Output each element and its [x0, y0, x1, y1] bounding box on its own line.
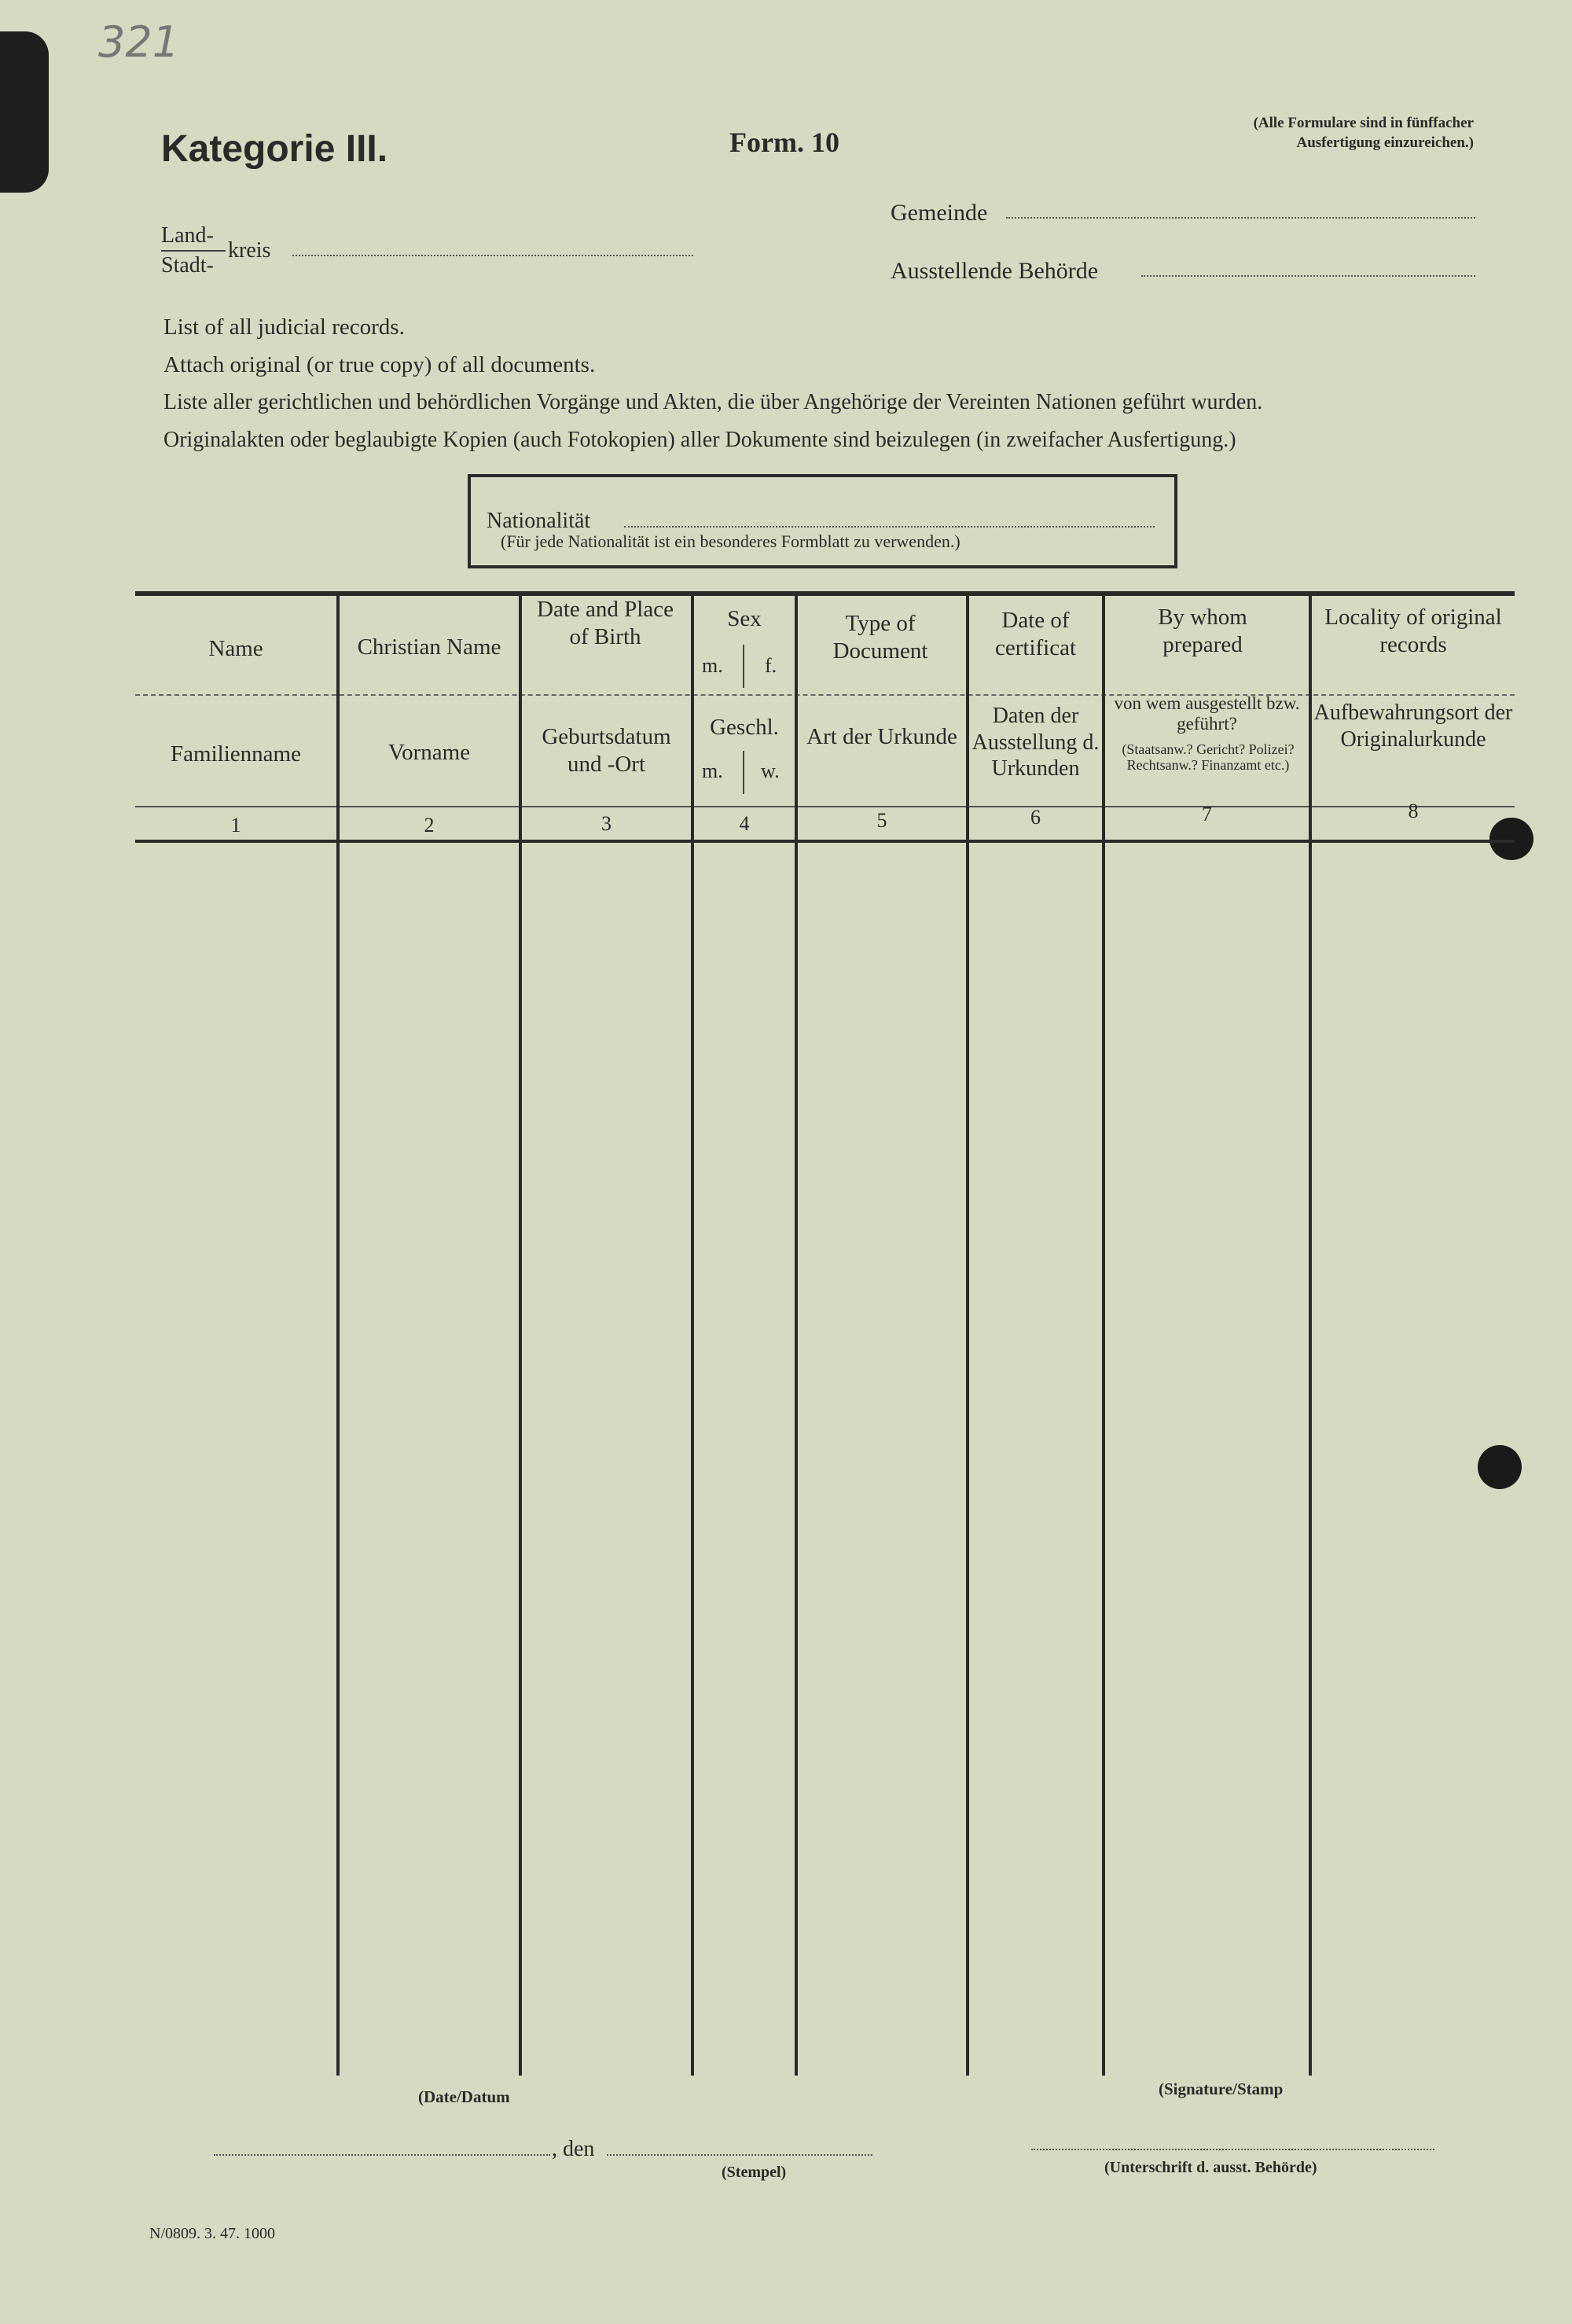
land-label: Land- — [161, 223, 214, 248]
gemeinde-label: Gemeinde — [891, 200, 988, 226]
col5-number: 5 — [876, 809, 887, 832]
col1-number: 1 — [230, 814, 241, 837]
instruction-line-3: Liste aller gerichtlichen und behördlichen Vorgänge und Akten, die über Angehörige der Vereinten Nationen geführt wurden. — [163, 390, 1263, 414]
col8-header-de: Aufbewahrungsort der Originalurkunde — [1313, 701, 1513, 752]
col6-header-en: Date of certificat — [994, 608, 1077, 660]
col7-header-de-note: (Staatsanw.? Gericht? Polizei? Rechtsanw.? Finanzamt etc.) — [1122, 741, 1295, 773]
sex-de-subdivider — [743, 751, 744, 794]
handwritten-page-number: 321 — [98, 17, 180, 67]
col1-header-en: Name — [208, 636, 263, 661]
col2-header-de: Vorname — [387, 740, 471, 765]
category-title: Kategorie III. — [161, 128, 388, 170]
date-place-field[interactable] — [214, 2154, 550, 2156]
col4-header-en-f: f. — [765, 654, 777, 677]
col4-header-de: Geschl. — [710, 715, 779, 740]
date-field[interactable] — [607, 2154, 872, 2156]
den-label: , den — [552, 2137, 595, 2161]
col5-header-en: Type of Document — [832, 611, 928, 664]
kreis-field[interactable] — [292, 255, 693, 256]
col4-header-en: Sex — [727, 606, 762, 631]
col4-number: 4 — [739, 812, 750, 835]
print-code: N/0809. 3. 47. 1000 — [149, 2225, 275, 2242]
col8-header-en: Locality of original records — [1324, 605, 1502, 657]
signature-field[interactable] — [1031, 2149, 1434, 2150]
col1-header-de: Familienname — [171, 741, 301, 767]
col2-number: 2 — [424, 814, 435, 837]
stadt-label: Stadt- — [161, 253, 214, 278]
col4-header-en-m: m. — [702, 654, 723, 677]
form-number: Form. 10 — [729, 127, 839, 158]
instruction-line-2: Attach original (or true copy) of all documents. — [163, 352, 596, 377]
punch-hole-middle — [1478, 1445, 1522, 1489]
col7-header-de: von wem ausgestellt bzw. geführt? — [1114, 693, 1300, 734]
copies-note — [1045, 114, 1474, 153]
col7-number: 7 — [1202, 803, 1212, 826]
col3-number: 3 — [601, 812, 612, 835]
col3-header-de: Geburtsdatum und -Ort — [542, 724, 671, 777]
copies-note-line1: (Alle Formulare sind in fünffacher — [1253, 115, 1474, 131]
col5-header-de: Art der Urkunde — [806, 724, 957, 749]
col6-number: 6 — [1030, 806, 1041, 829]
gemeinde-field[interactable] — [1006, 217, 1475, 219]
signature-label: (Signature/Stamp — [1159, 2079, 1284, 2098]
punch-hole-left-edge — [0, 31, 49, 193]
col8-number: 8 — [1408, 800, 1419, 822]
col4-header-de-m: m. — [702, 759, 723, 782]
behoerde-label: Ausstellende Behörde — [891, 258, 1099, 284]
col7-header-en: By whom prepared — [1158, 605, 1247, 657]
col2-header-en: Christian Name — [357, 634, 501, 660]
sex-en-subdivider — [743, 645, 744, 688]
table-header-bottom-border — [135, 840, 1515, 843]
nationality-note: (Für jede Nationalität ist ein besonderes Formblatt zu verwenden.) — [501, 531, 960, 551]
table-top-border — [135, 591, 1515, 596]
instruction-line-1: List of all judicial records. — [163, 314, 405, 340]
nationality-label: Nationalität — [487, 509, 591, 533]
unterschrift-label: (Unterschrift d. ausst. Behörde) — [1104, 2159, 1317, 2176]
nationality-box — [468, 474, 1177, 568]
col3-header-en: Date and Place of Birth — [537, 597, 674, 649]
stempel-label: (Stempel) — [722, 2164, 787, 2181]
behoerde-field[interactable] — [1141, 275, 1475, 277]
copies-note-line2: Ausfertigung einzureichen.) — [1296, 134, 1474, 151]
col6-header-de: Daten der Ausstellung d. Urkunden — [971, 704, 1100, 781]
nationality-field[interactable] — [624, 526, 1155, 528]
land-stadt-divider — [161, 250, 226, 252]
date-label: (Date/Datum — [418, 2087, 510, 2106]
punch-hole-top — [1489, 818, 1533, 860]
instruction-line-4: Originalakten oder beglaubigte Kopien (auch Fotokopien) aller Dokumente sind beizulegen (in zweifacher Ausfertigung.) — [163, 428, 1236, 452]
col4-header-de-w: w. — [761, 759, 780, 782]
kreis-label: kreis — [228, 238, 271, 263]
